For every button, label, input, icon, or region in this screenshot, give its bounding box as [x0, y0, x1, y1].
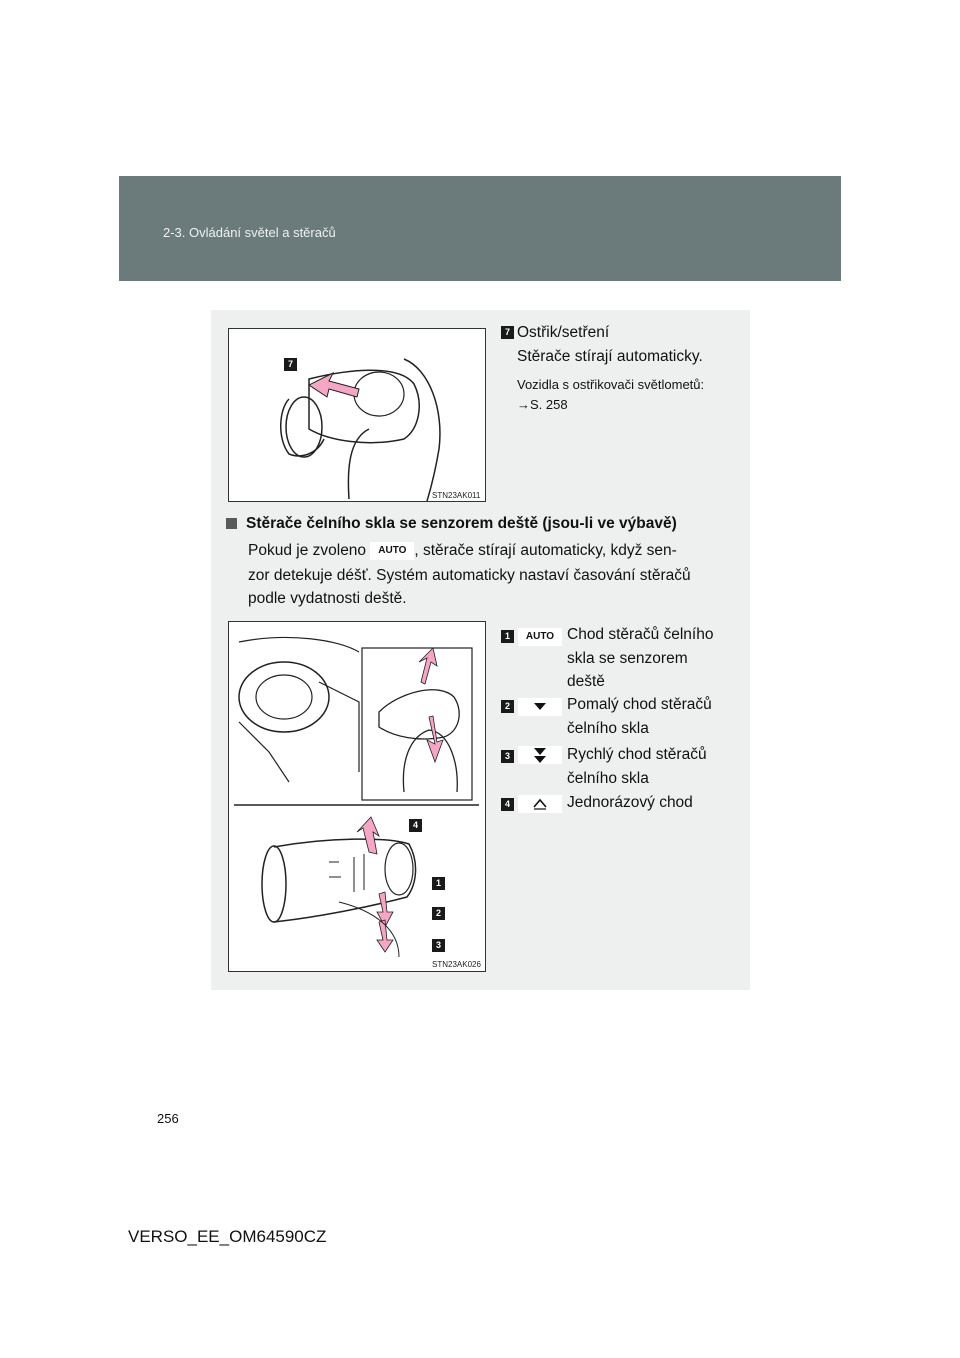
legend-badge-4: 4 [501, 798, 514, 811]
rain-paragraph-line2: zor detekuje déšť. Systém automaticky nastaví časování stěračů [248, 567, 691, 584]
rain-paragraph-line3: podle vydatnosti deště. [248, 590, 407, 607]
item7-title: Ostřik/setření [517, 324, 610, 341]
rain-paragraph-line1 [248, 540, 738, 562]
section-bullet [226, 518, 237, 529]
figure-code-2: STN23AK026 [432, 960, 481, 969]
legend-label-4a: Jednorázový chod [567, 794, 693, 811]
item7-note: Vozidla s ostřikovači světlometů: [517, 377, 705, 392]
legend-label-2b: čelního skla [567, 720, 649, 737]
auto-icon: AUTO [525, 631, 555, 642]
rain-paragraph-a: Pokud je zvoleno [248, 542, 367, 559]
figure-code: STN23AK011 [432, 491, 481, 500]
legend-label-1a: Chod stěračů čelního [567, 626, 714, 643]
auto-icon: AUTO [370, 542, 414, 560]
legend-icon-cell-4 [518, 795, 562, 813]
figure-badge-2: 2 [432, 907, 445, 920]
figure-washer [228, 328, 486, 502]
legend-label-1c: deště [567, 673, 605, 690]
figure-badge-4: 4 [409, 819, 422, 832]
legend-icon-cell-2 [518, 698, 562, 716]
legend-label-1b: skla se senzorem [567, 650, 688, 667]
page-number: 256 [157, 1111, 179, 1126]
figure-badge-1: 1 [432, 877, 445, 890]
legend-label-3b: čelního skla [567, 770, 649, 787]
header-band [119, 176, 841, 281]
rain-section-heading: Stěrače čelního skla se senzorem deště (jsou-li ve výbavě) [246, 515, 677, 532]
washer-stalk-illustration [229, 329, 485, 501]
legend-label-3a: Rychlý chod stěračů [567, 746, 707, 763]
single-chevron-down-icon [518, 698, 562, 716]
legend-badge-2: 2 [501, 700, 514, 713]
legend-badge-1: 1 [501, 630, 514, 643]
content-panel [211, 310, 750, 990]
rain-paragraph-b: , stěrače stírají automaticky, když sen- [414, 542, 677, 559]
double-chevron-down-icon [518, 746, 562, 766]
chevron-up-icon [518, 795, 562, 813]
figure-rain-sensor [228, 621, 486, 972]
figure-badge-3: 3 [432, 939, 445, 952]
item7-page-ref: →S. 258 [517, 397, 568, 412]
legend-icon-cell-1 [518, 628, 562, 646]
legend-icon-cell-3 [518, 746, 562, 764]
figure-badge-7: 7 [284, 358, 297, 371]
legend-label-2a: Pomalý chod stěračů [567, 696, 712, 713]
rain-sensor-stalk-illustration [229, 622, 485, 971]
section-title: 2-3. Ovládání světel a stěračů [163, 225, 336, 240]
legend-badge-3: 3 [501, 750, 514, 763]
item7-text: Stěrače stírají automaticky. [517, 348, 703, 365]
item-badge-7: 7 [501, 326, 514, 339]
document-code: VERSO_EE_OM64590CZ [128, 1227, 327, 1246]
